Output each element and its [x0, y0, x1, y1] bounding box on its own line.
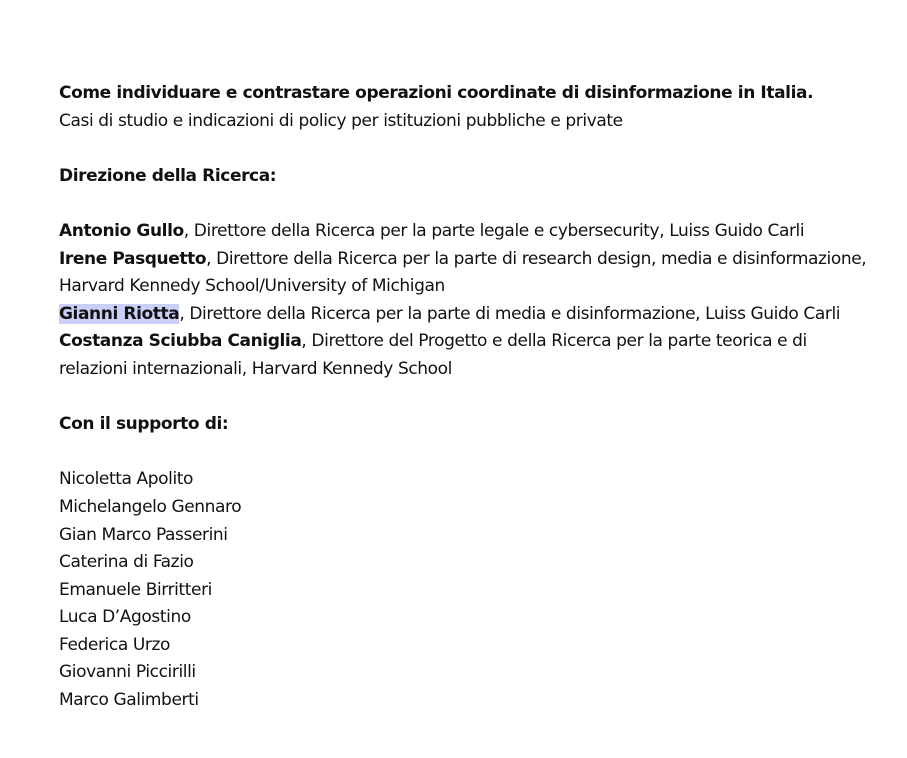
supporter-name: Giovanni Piccirilli	[59, 662, 196, 683]
director-entry	[59, 301, 877, 329]
spacer	[59, 135, 877, 163]
direction-heading: Direzione della Ricerca:	[59, 165, 277, 186]
director-name-selected[interactable]: Gianni Riotta	[59, 303, 180, 324]
supporter-name: Emanuele Birritteri	[59, 579, 213, 600]
director-entry	[59, 246, 877, 274]
director-role: , Direttore della Ricerca per la parte di media e disinformazione, Luiss Guido Carli	[179, 303, 841, 324]
director-name: Irene Pasquetto	[59, 248, 207, 269]
supporter-name: Michelangelo Gennaro	[59, 496, 242, 517]
director-role-continued: relazioni internazionali, Harvard Kennedy School	[59, 358, 452, 379]
director-name: Antonio Gullo	[59, 220, 184, 241]
supporter-name: Nicoletta Apolito	[59, 469, 194, 490]
supporter-name: Federica Urzo	[59, 634, 170, 655]
supporter-name: Luca D’Agostino	[59, 607, 191, 628]
director-role: , Direttore della Ricerca per la parte di research design, media e disinformazione,	[206, 248, 867, 269]
document-title: Come individuare e contrastare operazioni coordinate di disinformazione in Italia.	[59, 83, 814, 103]
supporters-list	[59, 466, 877, 714]
director-role-continued: Harvard Kennedy School/University of Michigan	[59, 276, 445, 297]
director-entry	[59, 328, 877, 356]
spacer	[59, 439, 877, 467]
supporter-name: Gian Marco Passerini	[59, 524, 228, 545]
spacer	[59, 384, 877, 412]
supporter-name: Marco Galimberti	[59, 690, 199, 711]
director-name: Costanza Sciubba Caniglia	[59, 331, 302, 352]
director-entry	[59, 218, 877, 246]
director-role: , Direttore del Progetto e della Ricerca per la parte teorica e di	[301, 331, 807, 352]
support-heading: Con il supporto di:	[59, 414, 229, 435]
spacer	[59, 190, 877, 218]
director-role: , Direttore della Ricerca per la parte legale e cybersecurity, Luiss Guido Carli	[183, 220, 805, 241]
supporter-name: Caterina di Fazio	[59, 552, 194, 573]
document-subtitle: Casi di studio e indicazioni di policy per istituzioni pubbliche e private	[59, 110, 623, 131]
